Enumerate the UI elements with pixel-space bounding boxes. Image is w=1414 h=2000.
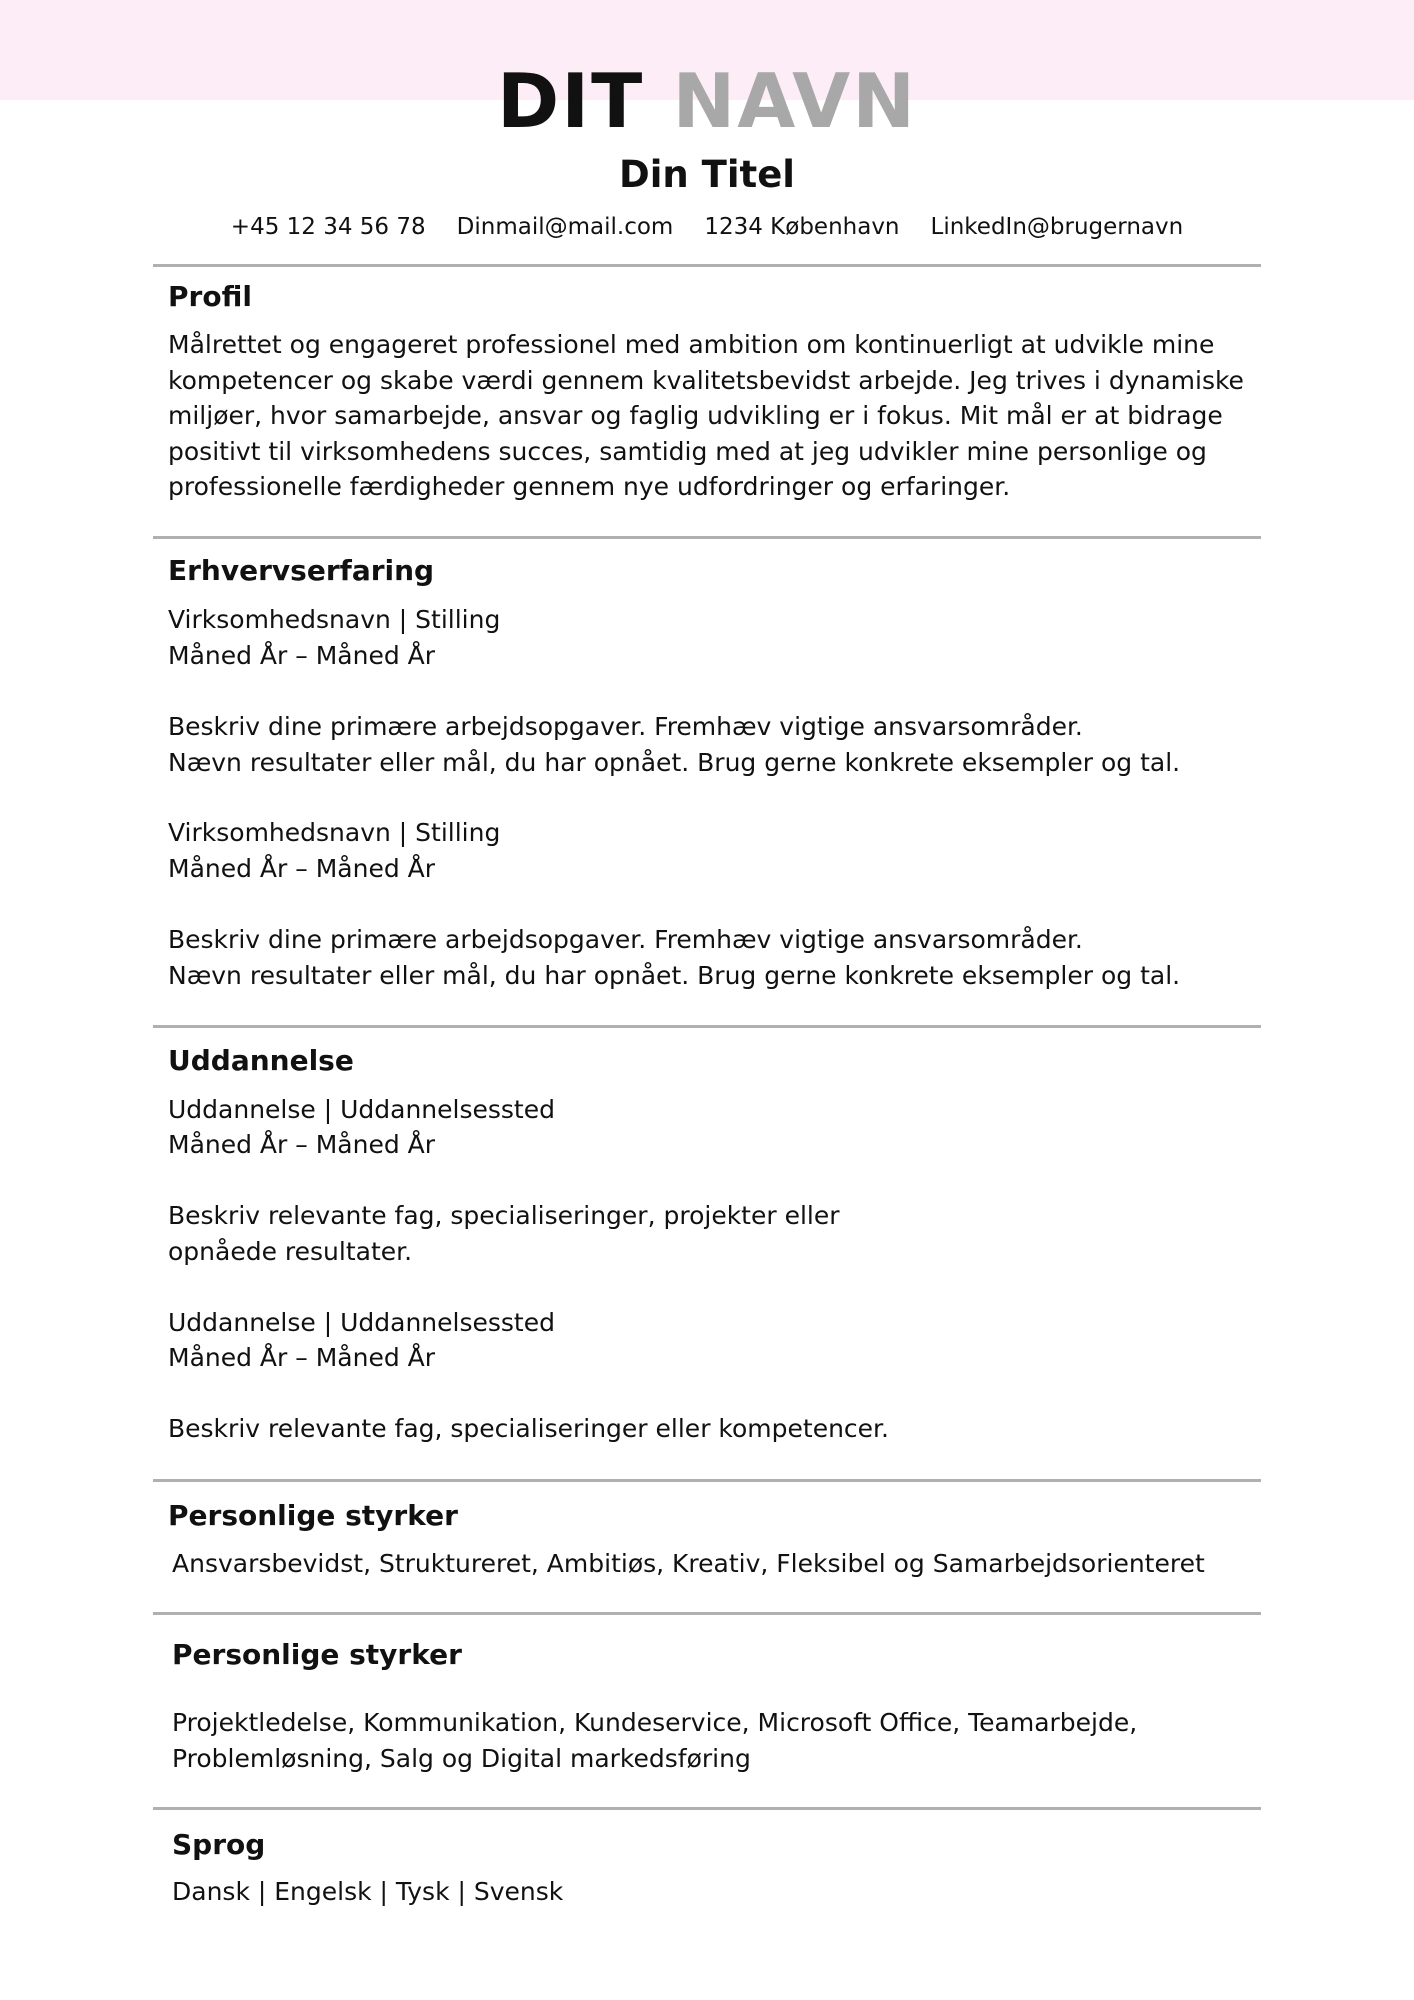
education-description: Beskriv relevante fag, specialiseringer eller kompetencer.: [168, 1414, 889, 1443]
section-divider: [153, 1479, 1261, 1482]
section-divider: [153, 536, 1261, 539]
profile-text: Målrettet og engageret professionel med ambition om kontinuerligt at udvikle mine kompetencer og skabe værdi gennem kvalitetsbevidst arbejde. Jeg trives i dynamiske miljøer, hvor samarbejde, ansvar og faglig udvikling er i fokus. Mit mål er at bidrage positivt til virksomhedens succes, samtidig med at jeg udvikler mine personlige og professionelle færdigheder gennem nye udfordringer og erfaringer.: [168, 330, 1244, 501]
education-dates: Måned År – Måned År: [168, 1343, 436, 1372]
contact-phone: +45 12 34 56 78: [230, 214, 426, 240]
experience-heading: Erhvervserfaring: [168, 554, 435, 587]
experience-role: Virksomhedsnavn | Stilling: [168, 605, 501, 634]
experience-description: Beskriv dine primære arbejdsopgaver. Fremhæv vigtige ansvarsområder. Nævn resultater eller mål, du har opnået. Brug gerne konkrete eksempler og tal.: [168, 925, 1181, 990]
profile-heading: Profil: [168, 280, 252, 313]
skills-heading: Personlige styrker: [172, 1638, 462, 1671]
education-heading: Uddannelse: [168, 1044, 354, 1077]
section-divider: [153, 1807, 1261, 1810]
section-divider: [153, 1025, 1261, 1028]
contact-email: Dinmail@mail.com: [456, 214, 674, 240]
experience-description: Beskriv dine primære arbejdsopgaver. Fremhæv vigtige ansvarsområder. Nævn resultater eller mål, du har opnået. Brug gerne konkrete eksempler og tal.: [168, 712, 1181, 777]
strengths-text: Ansvarsbevidst, Struktureret, Ambitiøs, Kreativ, Fleksibel og Samarbejdsorienteret: [172, 1549, 1205, 1578]
education-description: Beskriv relevante fag, specialiseringer, projekter eller opnåede resultater.: [168, 1201, 840, 1266]
resume-title: Din Titel: [618, 153, 795, 196]
experience-dates: Måned År – Måned År: [168, 854, 436, 883]
contact-linkedin: LinkedIn@brugernavn: [930, 214, 1184, 240]
languages-heading: Sprog: [172, 1828, 266, 1861]
education-dates: Måned År – Måned År: [168, 1130, 436, 1159]
contact-line: [0, 211, 1414, 243]
section-divider: [153, 1612, 1261, 1615]
skills-text: Projektledelse, Kommunikation, Kundeservice, Microsoft Office, Teamarbejde, Problemløsning, Salg og Digital markedsføring: [172, 1708, 1138, 1773]
experience-dates: Måned År – Måned År: [168, 641, 436, 670]
strengths-heading: Personlige styrker: [168, 1499, 458, 1532]
education-degree: Uddannelse | Uddannelsessted: [168, 1095, 555, 1124]
name-last: NAVN: [672, 57, 917, 145]
contact-location: 1234 København: [704, 214, 900, 240]
name-first: DIT: [497, 57, 645, 145]
experience-role: Virksomhedsnavn | Stilling: [168, 818, 501, 847]
resume-name: [0, 56, 1414, 146]
education-degree: Uddannelse | Uddannelsessted: [168, 1308, 555, 1337]
languages-text: Dansk | Engelsk | Tysk | Svensk: [172, 1877, 564, 1906]
section-divider: [153, 264, 1261, 267]
